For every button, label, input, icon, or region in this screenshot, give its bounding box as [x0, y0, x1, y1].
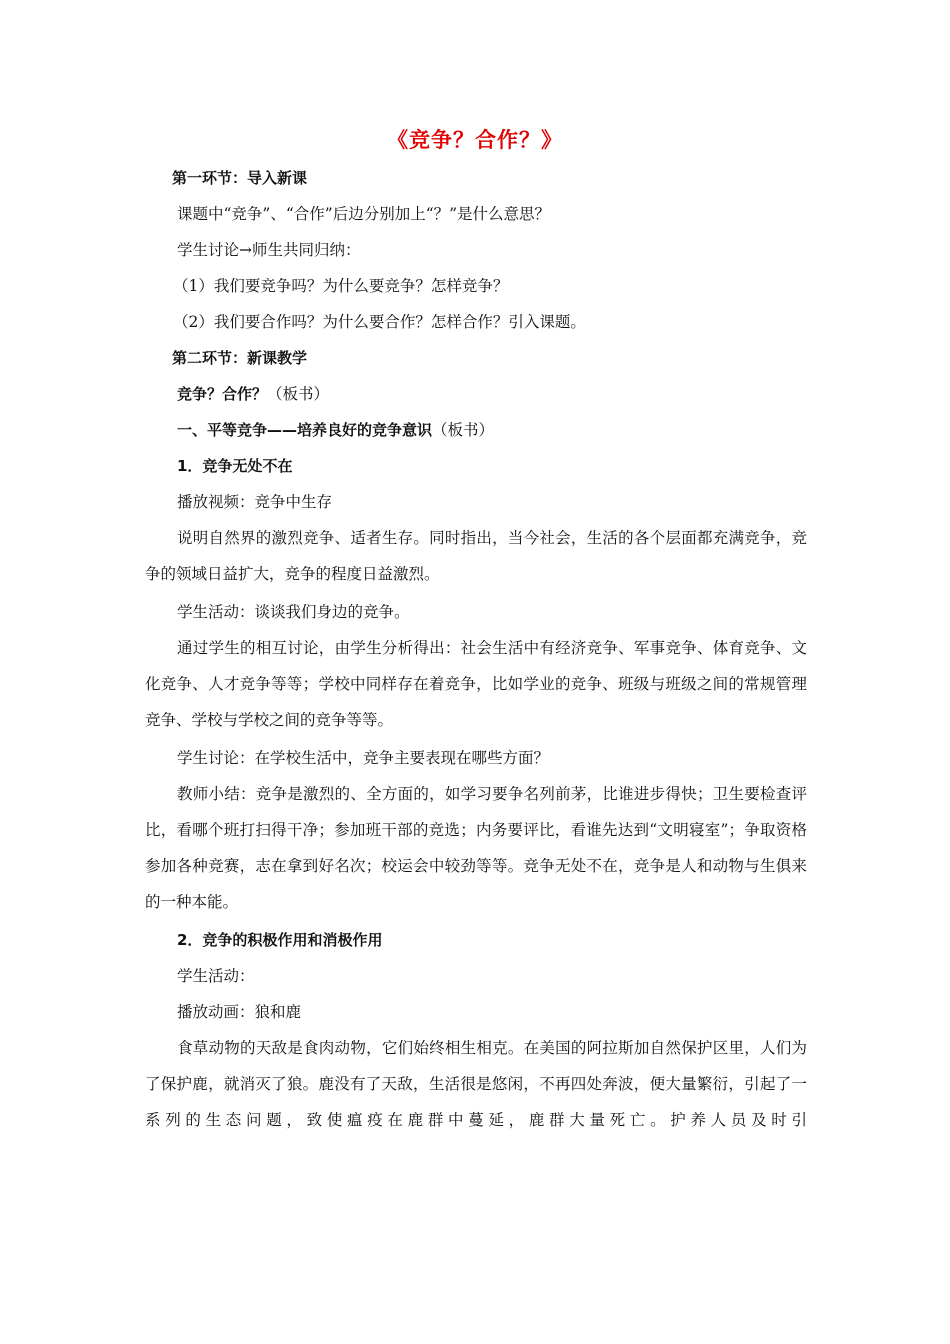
paragraph: 学生活动： — [177, 967, 255, 985]
paragraph: 通过学生的相互讨论，由学生分析得出：社会生活中有经济竞争、军事竞争、体育竞争、文化竞争、人才竞争等等；学校中同样存在着竞争，比如学业的竞争、班级与班级之间的常规管理竞争、学校与学校之间的竞争等等。 — [145, 639, 807, 729]
paragraph: 食草动物的天敌是食肉动物，它们始终相生相克。在美国的阿拉斯加自然保护区里，人们为了保护鹿，就消灭了狼。鹿没有了天敌，生活很是悠闲，不再四处奔波，便大量繁衍，引起了一系列的生态问题，致使瘟疫在鹿群中蔓延，鹿群大量死亡。护养人员及时引 — [145, 1039, 807, 1129]
paragraph: 播放动画：狼和鹿 — [177, 1003, 302, 1021]
paragraph: 播放视频：竞争中生存 — [177, 493, 333, 511]
paragraph: 课题中“竞争”、“合作”后边分别加上“？”是什么意思？ — [177, 205, 551, 223]
paragraph: 说明自然界的激烈竞争、适者生存。同时指出，当今社会，生活的各个层面都充满竞争，竞争的领域日益扩大，竞争的程度日益激烈。 — [145, 529, 807, 583]
subsection-1-heading: 1．竞争无处不在 — [177, 457, 293, 475]
part-1-heading — [145, 412, 807, 448]
board-note — [145, 376, 807, 412]
board-label: （板书） — [267, 385, 330, 403]
document-body — [145, 160, 807, 1138]
paragraph: 学生活动：谈谈我们身边的竞争。 — [177, 603, 410, 621]
board-label: （板书） — [432, 421, 495, 439]
document-title: 《竞争？合作？》 — [387, 128, 563, 152]
list-item: （1）我们要竞争吗？为什么要竞争？怎样竞争？ — [173, 277, 509, 295]
part-1-title: 一、平等竞争——培养良好的竞争意识 — [177, 421, 433, 439]
list-item: （2）我们要合作吗？为什么要合作？怎样合作？引入课题。 — [173, 313, 586, 331]
paragraph: 教师小结：竞争是激烈的、全方面的，如学习要争名列前茅，比谁进步得快；卫生要检查评比，看哪个班打扫得干净；参加班干部的竞选；内务要评比，看谁先达到“文明寝室”；争取资格参加各种竞赛，志在拿到好名次；校运会中较劲等等。竞争无处不在，竞争是人和动物与生俱来的一种本能。 — [145, 785, 807, 911]
section-2-heading: 第二环节：新课教学 — [172, 349, 308, 367]
paragraph: 学生讨论→师生共同归纳： — [177, 241, 361, 259]
section-1-heading: 第一环节：导入新课 — [172, 169, 308, 187]
paragraph: 学生讨论：在学校生活中，竞争主要表现在哪些方面？ — [177, 749, 550, 767]
board-title: 竞争？合作？ — [177, 385, 268, 403]
subsection-2-heading: 2．竞争的积极作用和消极作用 — [177, 931, 383, 949]
